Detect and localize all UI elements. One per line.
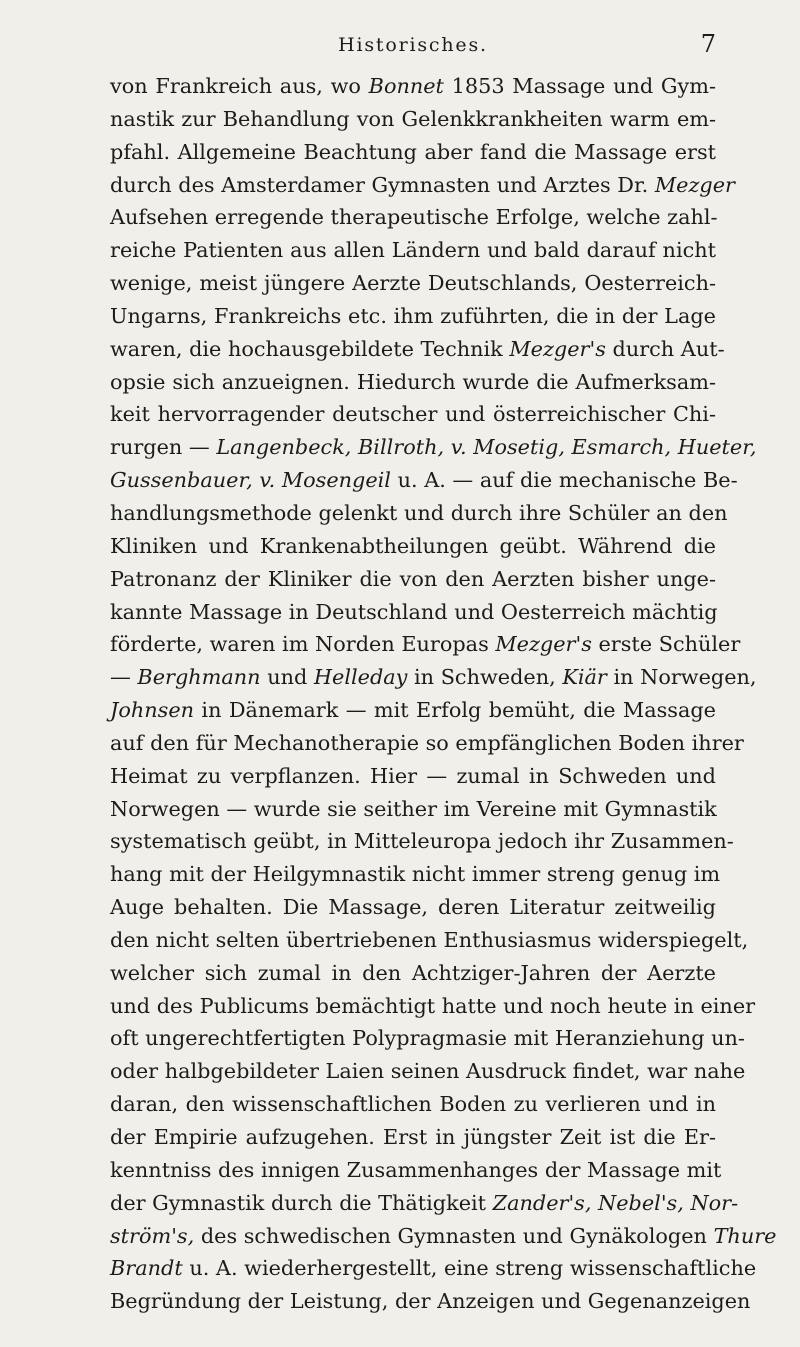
text-run: welcher sich zumal in den Achtziger-Jahren der Aerzte bbox=[110, 960, 716, 985]
text-run: pfahl. Allgemeine Beachtung aber fand die Massage erst bbox=[110, 139, 716, 164]
text-line bbox=[110, 530, 716, 563]
text-run: Auge behalten. Die Massage, deren Literatur zeitweilig bbox=[110, 895, 716, 920]
text-line bbox=[110, 825, 734, 858]
page-header bbox=[110, 32, 716, 58]
text-line bbox=[110, 1055, 746, 1088]
text-run: Norwegen — wurde sie seither im Vereine mit Gymnastik bbox=[110, 796, 717, 821]
text-line bbox=[110, 70, 716, 103]
text-run: hang mit der Heilgymnastik nicht immer streng genug im bbox=[110, 862, 721, 887]
text-run: oft ungerechtfertigten Polypragmasie mit Heranziehung un- bbox=[110, 1026, 745, 1051]
text-run: keit hervorragender deutscher und österreichischer Chi- bbox=[110, 402, 716, 427]
text-line bbox=[110, 1154, 722, 1187]
text-line bbox=[110, 1088, 716, 1121]
text-line bbox=[110, 891, 716, 924]
text-run: in Dänemark — mit Erfolg bemüht, die Massage bbox=[194, 698, 716, 723]
text-run: und des Publicums bemächtigt hatte und noch heute in einer bbox=[110, 993, 756, 1018]
italic-name: Zander's, Nebel's, Nor- bbox=[492, 1190, 739, 1215]
text-run: Kliniken und Krankenabtheilungen geübt. Während die bbox=[110, 533, 716, 558]
text-run: Ungarns, Frankreichs etc. ihm zuführten, die in der Lage bbox=[110, 303, 716, 328]
italic-name: Mezger's bbox=[495, 632, 592, 657]
text-line bbox=[110, 136, 716, 169]
text-line bbox=[110, 563, 716, 596]
text-line bbox=[110, 333, 725, 366]
text-run: oder halbgebildeter Laien seinen Ausdruck findet, war nahe bbox=[110, 1059, 746, 1084]
text-run: der Empirie aufzugehen. Erst in jüngster Zeit ist die Er- bbox=[110, 1125, 716, 1149]
text-run: von Frankreich aus, wo bbox=[110, 74, 369, 98]
text-run: der Gymnastik durch die Thätigkeit bbox=[110, 1190, 493, 1215]
italic-name: Mezger bbox=[654, 172, 735, 197]
text-run: durch Aut- bbox=[605, 336, 725, 361]
text-run: erste Schüler bbox=[591, 632, 741, 657]
page-number: 7 bbox=[700, 30, 716, 58]
text-line bbox=[110, 103, 716, 136]
text-line bbox=[110, 1187, 739, 1220]
text-line bbox=[110, 661, 757, 694]
text-line bbox=[110, 1285, 751, 1318]
text-line bbox=[110, 431, 757, 464]
text-line bbox=[110, 858, 721, 891]
text-line bbox=[110, 464, 738, 497]
text-run: reiche Patienten aus allen Ländern und bald darauf nicht bbox=[110, 238, 716, 263]
text-run: u. A. wiederhergestellt, eine streng wissenschaftliche bbox=[182, 1256, 757, 1281]
text-line bbox=[110, 628, 741, 661]
text-line bbox=[110, 924, 749, 957]
text-run: Aufsehen erregende therapeutische Erfolge, welche zahl- bbox=[110, 205, 718, 230]
text-run: und bbox=[260, 665, 314, 690]
italic-name: Gussenbauer, v. Mosengeil bbox=[110, 468, 391, 493]
italic-name: Helleday bbox=[313, 665, 408, 690]
text-run: u. A. — auf die mechanische Be- bbox=[390, 468, 738, 493]
text-run: des schwedischen Gymnasten und Gynäkologen bbox=[194, 1223, 714, 1248]
text-line bbox=[110, 1252, 757, 1285]
text-line bbox=[110, 760, 716, 793]
italic-name: Langenbeck, Billroth, v. Mosetig, Esmarch, Hueter, bbox=[216, 435, 757, 460]
text-run: opsie sich anzueignen. Hiedurch wurde die Aufmerksam- bbox=[110, 369, 716, 394]
text-run: kenntniss des innigen Zusammenhanges der Massage mit bbox=[110, 1157, 722, 1182]
body-text bbox=[110, 70, 777, 1318]
text-line bbox=[110, 1220, 777, 1253]
text-run: 1853 Massage und Gym- bbox=[443, 74, 716, 98]
text-line bbox=[110, 957, 716, 990]
running-head: Historisches. bbox=[338, 34, 488, 56]
text-run: rurgen — bbox=[110, 435, 217, 460]
italic-name: Kiär bbox=[562, 665, 607, 690]
text-run: kannte Massage in Deutschland und Oesterreich mächtig bbox=[110, 599, 718, 624]
italic-name: Brandt bbox=[110, 1256, 183, 1281]
text-run: Heimat zu verpflanzen. Hier — zumal in Schweden und bbox=[110, 763, 716, 788]
text-run: daran, den wissenschaftlichen Boden zu verlieren und in bbox=[110, 1092, 716, 1117]
text-run: waren, die hochausgebildete Technik bbox=[110, 336, 510, 361]
text-line bbox=[110, 596, 716, 629]
text-line bbox=[110, 1121, 716, 1154]
text-line bbox=[110, 694, 716, 727]
text-line bbox=[110, 234, 716, 267]
text-run: förderte, waren im Norden Europas bbox=[110, 632, 496, 657]
text-run: Begründung der Leistung, der Anzeigen und Gegenanzeigen bbox=[110, 1289, 751, 1314]
text-line bbox=[110, 497, 728, 530]
text-run: den nicht selten übertriebenen Enthusiasmus widerspiegelt, bbox=[110, 927, 749, 952]
text-line bbox=[110, 1022, 745, 1055]
text-run: systematisch geübt, in Mitteleuropa jedoch ihr Zusammen- bbox=[110, 829, 734, 854]
text-run: in Schweden, bbox=[407, 665, 563, 690]
text-line bbox=[110, 201, 716, 234]
text-run: nastik zur Behandlung von Gelenkkrankheiten warm em- bbox=[110, 106, 716, 131]
text-line bbox=[110, 267, 716, 300]
text-run: — bbox=[110, 665, 138, 690]
text-line bbox=[110, 727, 744, 760]
italic-name: Thure bbox=[713, 1223, 777, 1248]
text-run: auf den für Mechanotherapie so empfänglichen Boden ihrer bbox=[110, 730, 744, 755]
text-run: Patronanz der Kliniker die von den Aerzten bisher unge- bbox=[110, 566, 716, 591]
text-run: wenige, meist jüngere Aerzte Deutschlands, Oesterreich- bbox=[110, 271, 716, 296]
italic-name: Berghmann bbox=[137, 665, 261, 690]
italic-name: Mezger's bbox=[509, 336, 606, 361]
text-line bbox=[110, 990, 756, 1023]
text-line bbox=[110, 300, 716, 333]
italic-name: Bonnet bbox=[368, 74, 444, 98]
text-line bbox=[110, 398, 716, 431]
italic-name: ström's, bbox=[110, 1223, 195, 1248]
italic-name: Johnsen bbox=[110, 698, 195, 723]
text-run: durch des Amsterdamer Gymnasten und Arztes Dr. bbox=[110, 172, 655, 197]
text-line bbox=[110, 793, 716, 826]
text-run: in Norwegen, bbox=[606, 665, 757, 690]
text-line bbox=[110, 366, 716, 399]
text-run: handlungsmethode gelenkt und durch ihre Schüler an den bbox=[110, 500, 728, 525]
text-line bbox=[110, 169, 735, 202]
